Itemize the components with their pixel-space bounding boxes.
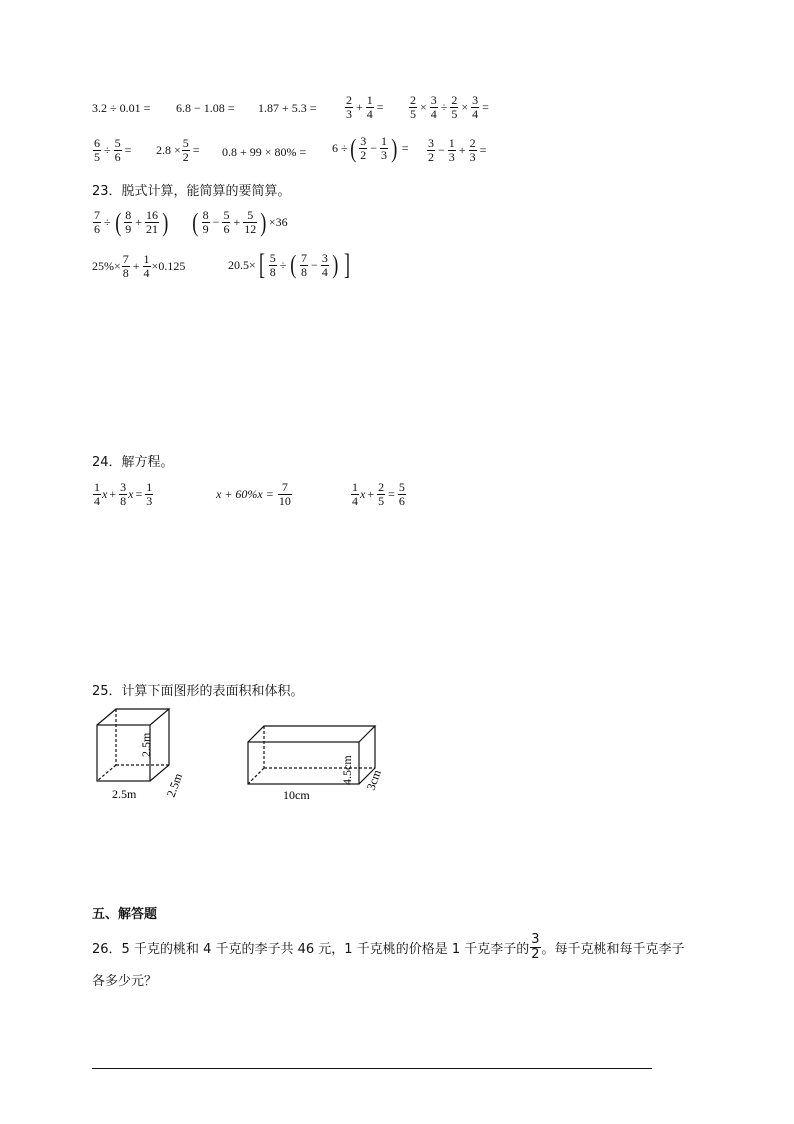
q24-equation-1 xyxy=(92,481,154,508)
q26-line-2: 各多少元？ xyxy=(92,974,158,989)
cube-hidden-edges xyxy=(97,709,169,781)
fraction: $\frac{1}{3}$ xyxy=(381,134,388,162)
operator: + xyxy=(458,143,466,157)
q23-problem-1 xyxy=(92,209,171,236)
fraction: $\frac{3}{4}$ xyxy=(430,93,437,121)
fraction: $\frac{5}{6}$ xyxy=(223,208,230,236)
fraction: $\frac{3}{4}$ xyxy=(472,93,479,121)
fraction: $\frac{5}{6}$ xyxy=(398,480,405,508)
fraction: $\frac{5}{2}$ xyxy=(182,136,189,164)
expression-text: 20.5× xyxy=(228,257,256,272)
fraction: $\frac{2}{5}$ xyxy=(378,480,385,508)
variable-x: x xyxy=(128,487,134,501)
fraction: $\frac{2}{5}$ xyxy=(410,93,416,121)
q24-title: 24．解方程。 xyxy=(92,455,174,470)
left-paren: ( xyxy=(290,250,297,279)
cuboid-top-face xyxy=(248,726,375,742)
operator: × xyxy=(420,100,427,114)
fraction: $\frac{1}{3}$ xyxy=(146,480,153,508)
right-paren: ) xyxy=(260,207,267,237)
variable-x: x xyxy=(102,487,108,501)
operator: − xyxy=(212,215,220,229)
calc-2-2 xyxy=(156,137,202,164)
cube-figure xyxy=(90,705,200,805)
operator: − xyxy=(311,257,318,272)
q25-title: 25．计算下面图形的表面积和体积。 xyxy=(92,684,304,699)
q26-line-1 xyxy=(92,933,685,962)
calc-2-4 xyxy=(332,135,411,162)
q23-title: 23．脱式计算，能简算的要简算。 xyxy=(92,184,291,199)
calc-1-1: 3.2 ÷ 0.01 = xyxy=(92,101,151,115)
calc-1-4 xyxy=(344,94,386,121)
operator: + xyxy=(135,215,143,229)
answer-line xyxy=(92,1068,652,1069)
left-paren: ( xyxy=(192,207,199,237)
operator: ÷ xyxy=(104,215,111,229)
right-paren: ) xyxy=(162,207,169,237)
cube-width-label: 2.5m xyxy=(112,787,137,801)
fraction: $\frac{7}{8}$ xyxy=(301,250,308,279)
operator: + xyxy=(356,100,363,114)
expression-text: 25%× xyxy=(92,259,121,273)
fraction: $\frac{5}{6}$ xyxy=(114,136,121,164)
fraction: $\frac{1}{4}$ xyxy=(143,252,150,280)
operator: − xyxy=(370,141,378,155)
expression-text: ×36 xyxy=(268,215,288,229)
oral-calc-row-1 xyxy=(92,101,150,116)
equals: = xyxy=(135,487,143,501)
cube-top-face xyxy=(97,709,169,725)
cuboid-hidden-edges xyxy=(248,726,375,784)
cuboid-depth-label: 3cm xyxy=(363,767,384,793)
variable-x: x xyxy=(360,487,366,501)
equals: = xyxy=(376,100,384,114)
calc-1-2-wrap xyxy=(176,101,235,116)
operator: + xyxy=(367,487,375,501)
equals: = xyxy=(124,143,132,157)
fraction: $\frac{1}{3}$ xyxy=(448,136,455,164)
cube-depth-label: 2.5m xyxy=(163,771,186,800)
operator: ÷ xyxy=(279,257,287,272)
fraction: $\frac{2}{5}$ xyxy=(451,93,458,121)
cuboid-figure xyxy=(240,718,390,804)
fraction: $\frac{1}{4}$ xyxy=(352,480,358,508)
calc-2-5 xyxy=(426,137,488,164)
fraction: $\frac{2}{3}$ xyxy=(469,136,476,164)
q23-problem-3 xyxy=(92,253,185,280)
operator: + xyxy=(233,215,241,229)
fraction: $\frac{3}{2}$ xyxy=(428,136,434,164)
fraction: $\frac{7}{6}$ xyxy=(94,208,100,236)
fraction: $\frac{3}{4}$ xyxy=(321,250,328,279)
expression-text: ×0.125 xyxy=(151,259,186,273)
q26-text-b: 。每千克桃和每千克李子 xyxy=(541,942,685,957)
expression-text: 2.8 × xyxy=(156,143,181,157)
right-paren: ) xyxy=(332,250,339,279)
calc-2-3-wrap xyxy=(222,145,306,160)
right-paren: ) xyxy=(391,133,398,163)
equals: = xyxy=(479,143,487,157)
fraction: $\frac{8}{9}$ xyxy=(202,208,209,236)
cuboid-width-label: 10cm xyxy=(283,788,310,802)
fraction: $\frac{1}{4}$ xyxy=(94,480,100,508)
fraction: $\frac{3}{8}$ xyxy=(120,480,127,508)
left-paren: ( xyxy=(349,133,356,163)
fraction: $\frac{7}{10}$ xyxy=(278,480,291,508)
fraction: $\frac{3}{2}$ xyxy=(360,134,367,162)
fraction: $\frac{5}{8}$ xyxy=(269,250,276,279)
section-5-title: 五、解答题 xyxy=(92,907,158,922)
calc-1-3-wrap xyxy=(258,101,317,116)
equals: = xyxy=(388,487,395,501)
right-bracket: ] xyxy=(343,248,350,281)
calc-2-3: 0.8 + 99 × 80% = xyxy=(222,145,307,159)
q26-text-a: 26．5 千克的桃和 4 千克的李子共 46 元，1 千克桃的价格是 1 千克李子的 xyxy=(92,942,530,957)
q23-problem-2 xyxy=(190,209,288,236)
calc-1-3: 1.87 + 5.3 = xyxy=(258,101,317,115)
operator: × xyxy=(461,100,469,114)
q24-equation-3 xyxy=(350,481,407,508)
q26-fraction: $\frac{3}{2}$ xyxy=(531,932,540,962)
cube-height-label: 2.5m xyxy=(139,732,153,757)
expression-text: 6 ÷ xyxy=(332,141,348,155)
fraction: $\frac{8}{9}$ xyxy=(125,208,132,236)
cuboid-height-label: 4.5cm xyxy=(340,755,354,785)
equals: = xyxy=(482,100,489,114)
equation-lhs: x + 60%x = xyxy=(216,487,274,501)
equals: = xyxy=(401,141,409,155)
operator: ÷ xyxy=(104,143,111,157)
fraction: $\frac{6}{5}$ xyxy=(94,136,100,164)
left-paren: ( xyxy=(114,207,121,237)
operator: ÷ xyxy=(440,100,448,114)
q24-equation-2 xyxy=(216,481,293,508)
calc-2-1 xyxy=(92,137,133,164)
operator: − xyxy=(438,143,445,157)
fraction: $\frac{16}{21}$ xyxy=(146,208,159,236)
calc-1-2: 6.8 − 1.08 = xyxy=(176,101,235,115)
equals: = xyxy=(192,143,200,157)
operator: + xyxy=(132,259,140,273)
left-bracket: [ xyxy=(258,248,265,281)
fraction: $\frac{1}{4}$ xyxy=(366,93,373,121)
operator: + xyxy=(109,487,117,501)
fraction: $\frac{5}{12}$ xyxy=(244,208,257,236)
fraction: $\frac{7}{8}$ xyxy=(122,252,129,280)
calc-1-5 xyxy=(408,94,491,121)
fraction: $\frac{2}{3}$ xyxy=(346,93,352,121)
q23-problem-4 xyxy=(228,250,353,280)
